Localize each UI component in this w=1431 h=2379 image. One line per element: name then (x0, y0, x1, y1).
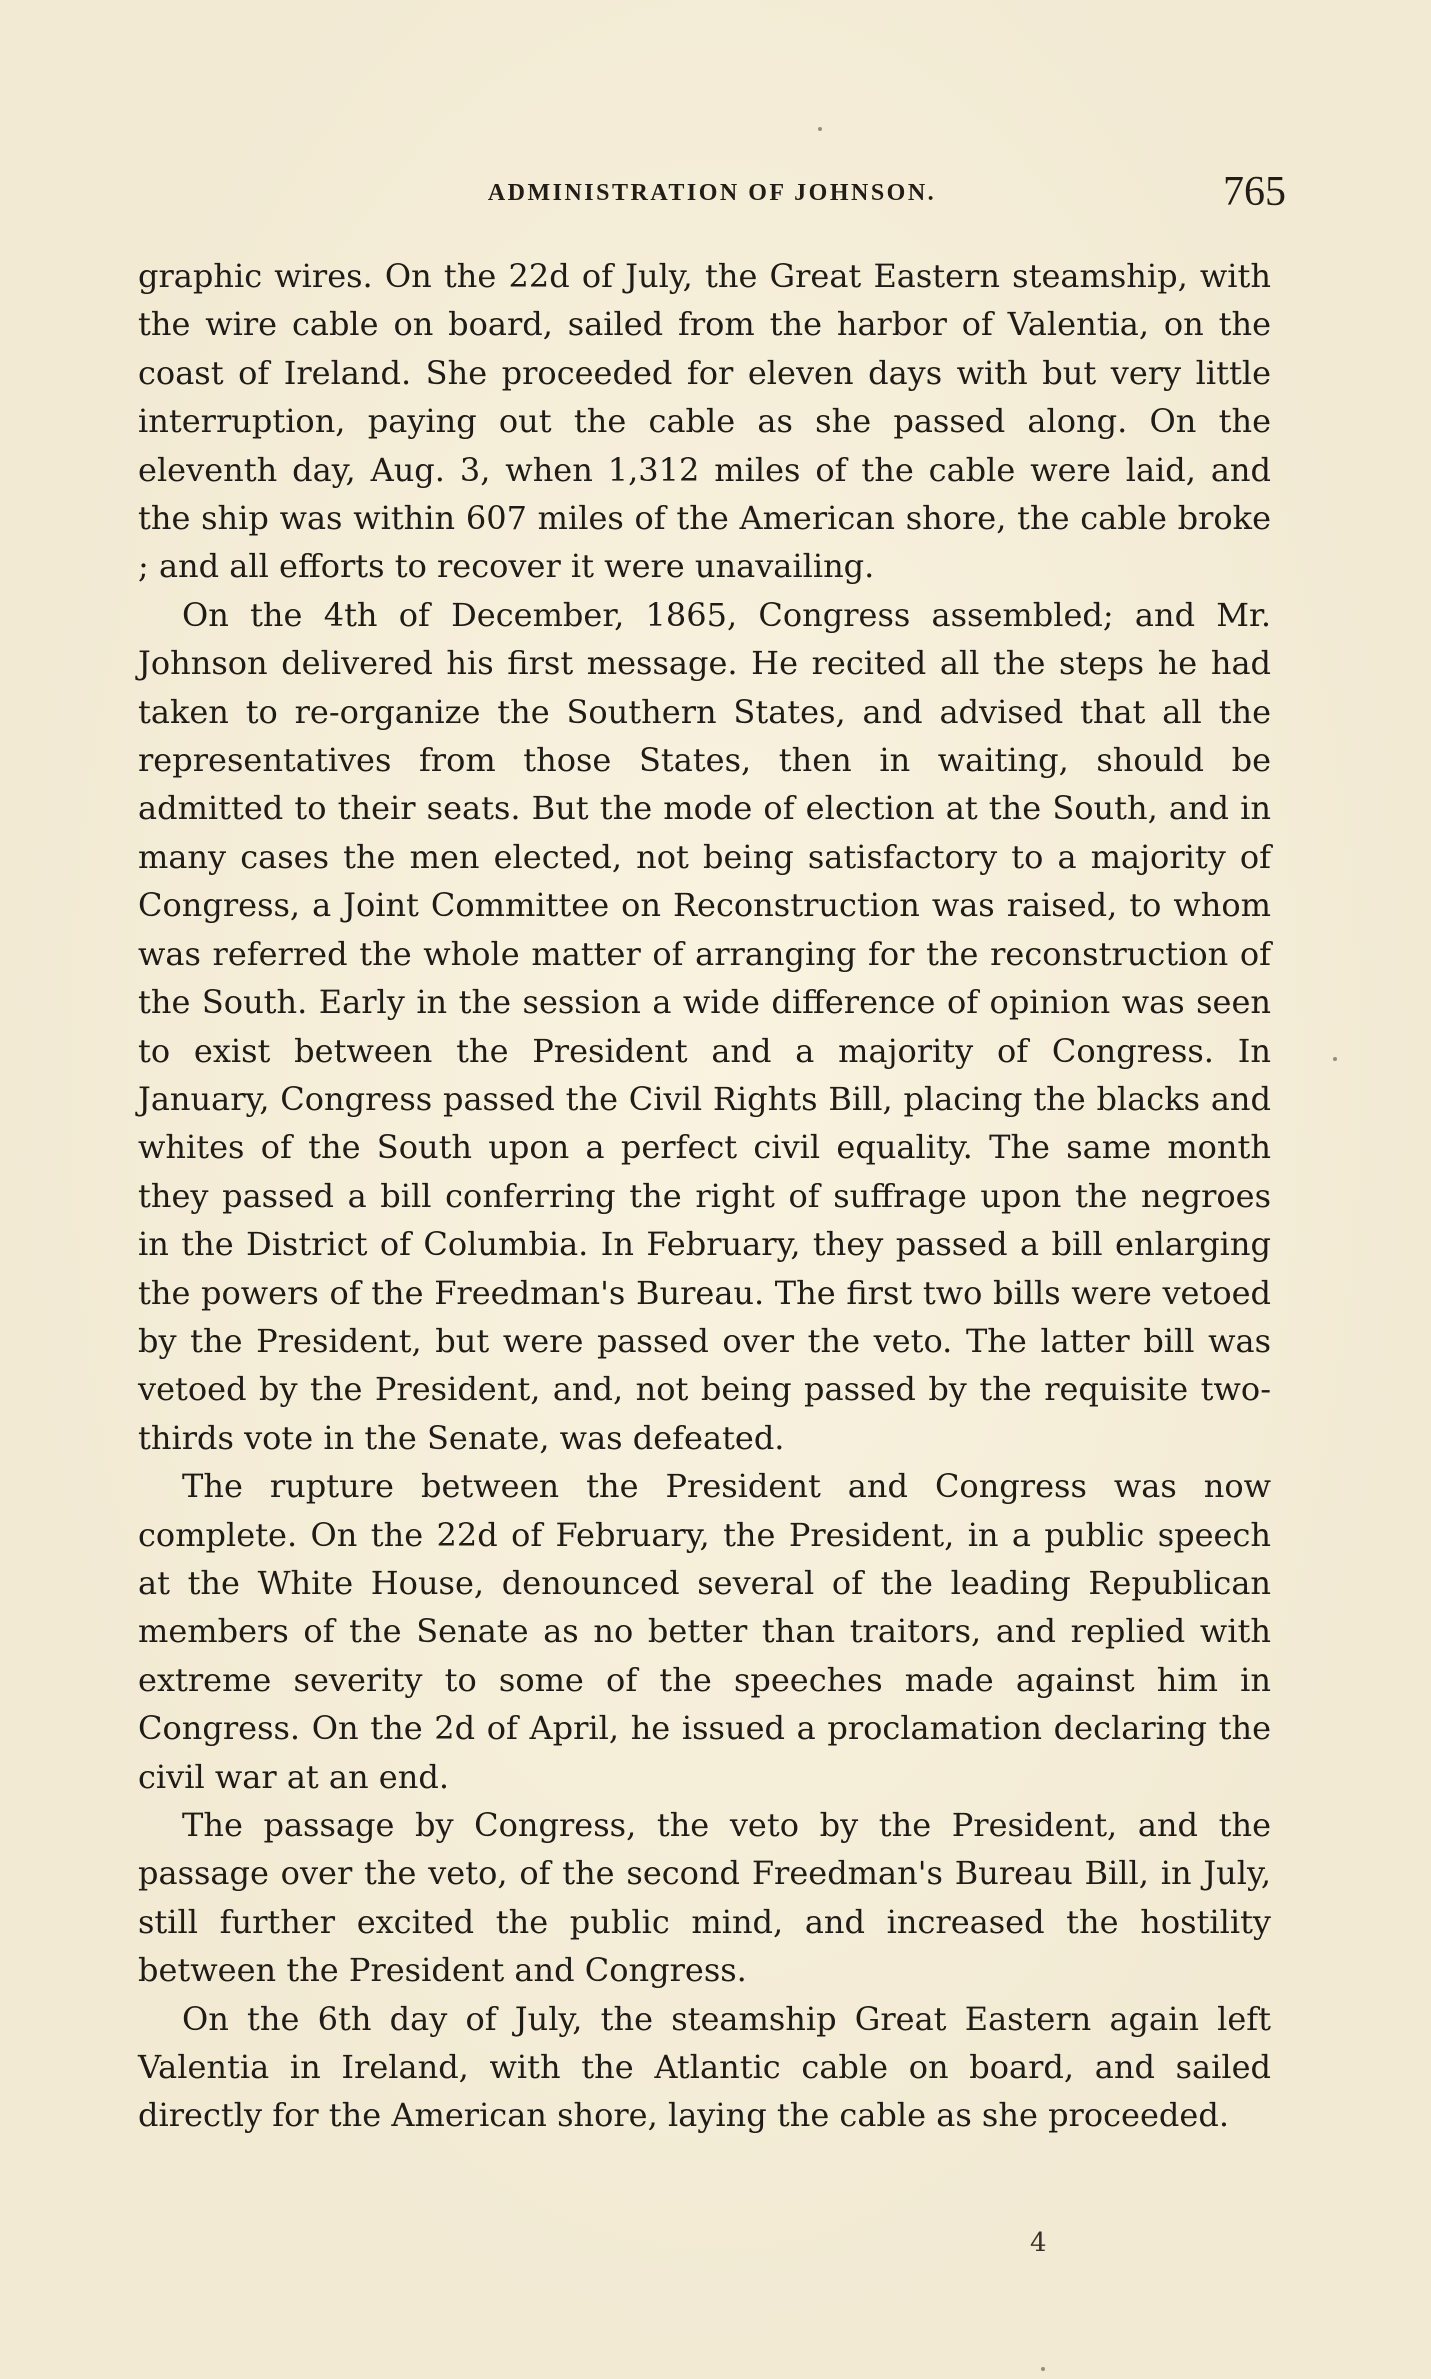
paragraph: On the 6th day of July, the steamship Great Eastern again left Valentia in Ireland, with the Atlantic cable on board, and sailed directly for the American shore, laying the cable as she proceeded. (138, 1999, 1271, 2135)
paragraph: On the 4th of December, 1865, Congress assembled; and Mr. Johnson delivered his first message. He recited all the steps he had taken to re-organize the Southern States, and advised that all the representatives from those States, then in waiting, should be admitted to their seats. But the mode of election at the South, and in many cases the men elected, not being satisfactory to a majority of Congress, a Joint Committee on Reconstruction was raised, to whom was referred the whole matter of arranging for the reconstruction of the South. Early in the session a wide difference of opinion was seen to exist between the President and a majority of Congress. In January, Congress passed the Civil Rights Bill, placing the blacks and whites of the South upon a perfect civil equality. The same month they passed a bill conferring the right of suffrage upon the negroes in the District of Columbia. In February, they passed a bill enlarging the powers of the Freedman's Bureau. The first two bills were vetoed by the President, but were passed over the veto. The latter bill was vetoed by the President, and, not being passed by the requisite two-thirds vote in the Senate, was defeated. (138, 595, 1271, 1457)
paper-speck (1041, 2367, 1045, 2371)
paragraph: The rupture between the President and Congress was now complete. On the 22d of February, the President, in a public speech at the White House, denounced several of the leading Republican members of the Senate as no better than traitors, and replied with extreme severity to some of the speeches made against him in Congress. On the 2d of April, he issued a proclamation declaring the civil war at an end. (138, 1467, 1271, 1796)
signature-mark: 4 (1030, 2228, 1047, 2258)
paper-speck (818, 127, 822, 131)
page-header (138, 168, 1286, 228)
paper-speck (1333, 1057, 1337, 1061)
body-text (138, 252, 1271, 2140)
running-head: ADMINISTRATION OF JOHNSON. (487, 180, 937, 206)
paragraph: The passage by Congress, the veto by the President, and the passage over the veto, of the second Freedman's Bureau Bill, in July, still further excited the public mind, and increased the hostility between the President and Congress. (138, 1806, 1271, 1990)
paragraph: graphic wires. On the 22d of July, the Great Eastern steamship, with the wire cable on board, sailed from the harbor of Valentia, on the coast of Ireland. She proceeded for eleven days with but very little interruption, paying out the cable as she passed along. On the eleventh day, Aug. 3, when 1,312 miles of the cable were laid, and the ship was within 607 miles of the American shore, the cable broke ; and all efforts to recover it were unavailing. (138, 257, 1271, 586)
page-number: 765 (1223, 169, 1286, 215)
